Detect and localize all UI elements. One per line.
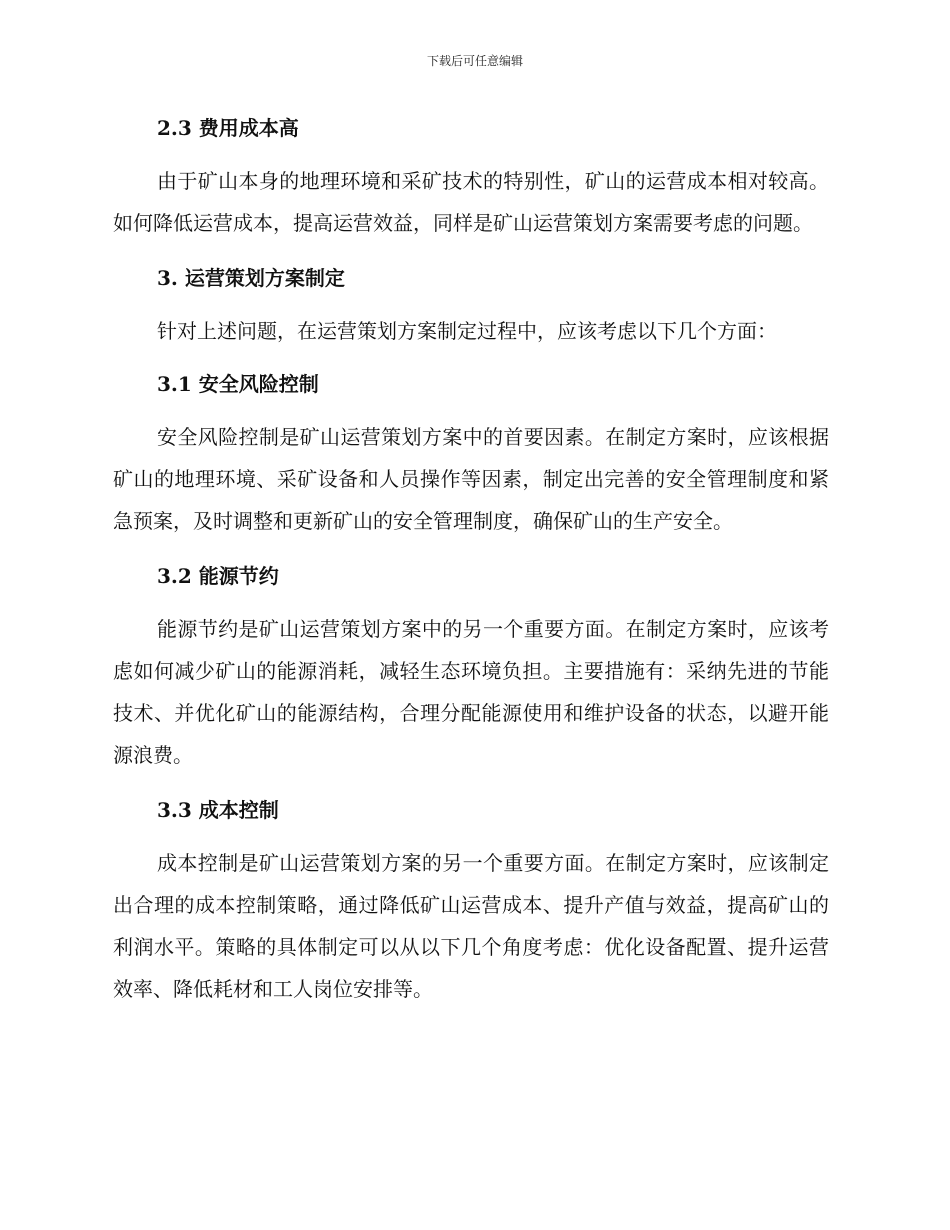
spacer: [113, 404, 829, 416]
section-body-3-3: 成本控制是矿山运营策划方案的另一个重要方面。在制定方案时，应该制定出合理的成本控制策略，通过降低矿山运营成本、提升产值与效益，提高矿山的利润水平。策略的具体制定可以从以下几个角度考虑：优化设备配置、提升运营效率、降低耗材和工人岗位安排等。: [113, 851, 829, 1001]
spacer: [113, 596, 829, 608]
section-body-3-2: 能源节约是矿山运营策划方案中的另一个重要方面。在制定方案时，应该考虑如何减少矿山的能源消耗，减轻生态环境负担。主要措施有：采纳先进的节能技术、并优化矿山的能源结构，合理分配能源使用和维护设备的状态，以避开能源浪费。: [113, 617, 829, 767]
spacer: [113, 542, 829, 556]
spacer: [113, 148, 829, 160]
section-heading-3-2: 3.2 能源节约: [157, 564, 279, 588]
spacer: [113, 298, 829, 310]
section-body-3-1: 安全风险控制是矿山运营策划方案中的首要因素。在制定方案时，应该根据矿山的地理环境、采矿设备和人员操作等因素，制定出完善的安全管理制度和紧急预案，及时调整和更新矿山的安全管理制度，确保矿山的生产安全。: [113, 425, 829, 533]
section-body-3: 针对上述问题，在运营策划方案制定过程中，应该考虑以下几个方面：: [157, 319, 777, 343]
spacer: [113, 244, 829, 258]
section-heading-2-3: 2.3 费用成本高: [157, 116, 299, 140]
page-header: 下载后可任意编辑: [426, 54, 523, 68]
spacer: [113, 776, 829, 790]
section-heading-3-1: 3.1 安全风险控制: [157, 372, 319, 396]
spacer: [113, 352, 829, 364]
section-heading-3: 3. 运营策划方案制定: [157, 266, 345, 290]
spacer: [113, 830, 829, 842]
document-body: [113, 108, 829, 1010]
section-body-2-3: 由于矿山本身的地理环境和采矿技术的特别性，矿山的运营成本相对较高。如何降低运营成本，提高运营效益，同样是矿山运营策划方案需要考虑的问题。: [113, 169, 829, 235]
section-heading-3-3: 3.3 成本控制: [157, 798, 279, 822]
